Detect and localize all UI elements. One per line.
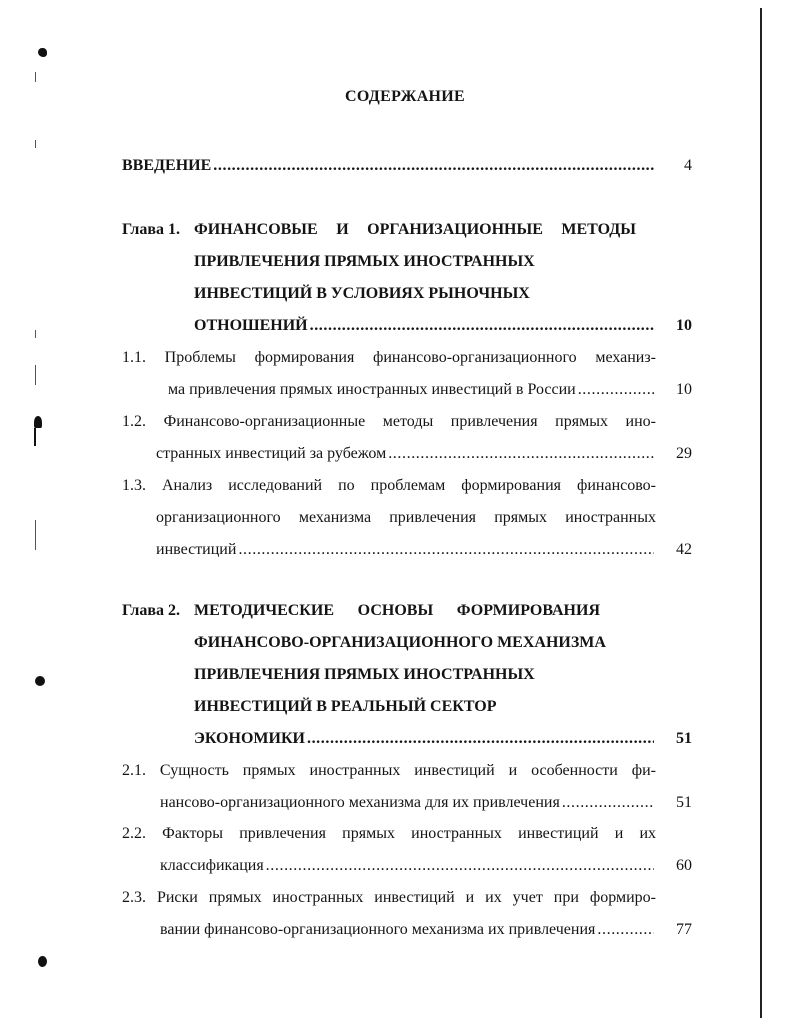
leader-dots xyxy=(310,315,654,337)
punch-hole-mark xyxy=(38,956,47,967)
toc-entry-section-1-1[interactable] xyxy=(168,379,654,401)
toc-section-line: странных инвестиций за рубежом xyxy=(156,445,387,462)
toc-section-line: вании финансово-организационного механизма их привлечения xyxy=(160,921,596,938)
toc-page-number: 10 xyxy=(676,317,692,334)
page-title: СОДЕРЖАНИЕ xyxy=(344,88,466,105)
toc-page-number: 4 xyxy=(684,157,692,174)
chapter-label: Глава 2. xyxy=(122,602,180,619)
leader-dots xyxy=(307,728,654,750)
leader-dots xyxy=(388,443,654,465)
toc-section-line: 2.2. Факторы привлечения прямых иностранных инвестиций и их xyxy=(122,825,656,842)
scan-margin-mark xyxy=(35,520,36,550)
toc-page-number: 51 xyxy=(676,730,692,747)
toc-entry-section-2-1[interactable] xyxy=(160,792,654,814)
toc-section-line: 2.3. Риски прямых иностранных инвестиций и их учет при формиро- xyxy=(122,889,656,906)
toc-section-line: классификация xyxy=(160,857,264,874)
punch-hole-mark xyxy=(38,48,47,57)
toc-entry-section-1-3[interactable] xyxy=(156,539,654,561)
punch-hole-mark xyxy=(34,416,42,428)
toc-entry-chapter-2[interactable] xyxy=(194,728,654,750)
scan-margin-mark xyxy=(35,72,36,82)
chapter-title-line: ЭКОНОМИКИ xyxy=(194,730,305,747)
toc-page-number: 51 xyxy=(676,794,692,811)
leader-dots xyxy=(578,379,654,401)
chapter-label: Глава 1. xyxy=(122,221,180,238)
toc-entry-chapter-1[interactable] xyxy=(194,315,654,337)
leader-dots xyxy=(213,155,654,177)
toc-section-line: организационного механизма привлечения прямых иностранных xyxy=(156,509,656,526)
chapter-title-line: ИНВЕСТИЦИЙ В РЕАЛЬНЫЙ СЕКТОР xyxy=(194,698,497,715)
toc-page-number: 10 xyxy=(676,381,692,398)
toc-section-line: ма привлечения прямых иностранных инвестиций в России xyxy=(168,381,576,398)
chapter-title-line: МЕТОДИЧЕСКИЕ ОСНОВЫ ФОРМИРОВАНИЯ xyxy=(194,602,600,619)
chapter-title-line: ПРИВЛЕЧЕНИЯ ПРЯМЫХ ИНОСТРАННЫХ xyxy=(194,253,535,270)
toc-page-number: 77 xyxy=(676,921,692,938)
scan-edge-line xyxy=(760,8,762,1018)
scan-margin-mark xyxy=(35,365,36,385)
toc-entry-intro[interactable] xyxy=(122,155,654,177)
toc-section-line: инвестиций xyxy=(156,541,237,558)
leader-dots xyxy=(562,792,654,814)
scan-margin-mark xyxy=(35,140,36,148)
toc-section-line: нансово-организационного механизма для их привлечения xyxy=(160,794,560,811)
toc-section-line: 2.1. Сущность прямых иностранных инвестиций и особенности фи- xyxy=(122,762,656,779)
toc-section-line: 1.1. Проблемы формирования финансово-организационного механиз- xyxy=(122,349,656,366)
scan-margin-mark xyxy=(35,330,36,338)
toc-entry-section-1-2[interactable] xyxy=(156,443,654,465)
toc-page-number: 29 xyxy=(676,445,692,462)
toc-entry-section-2-2[interactable] xyxy=(160,855,654,877)
punch-hole-mark xyxy=(34,428,36,446)
chapter-title-line: ФИНАНСОВЫЕ И ОРГАНИЗАЦИОННЫЕ МЕТОДЫ xyxy=(194,221,636,238)
chapter-title-line: ПРИВЛЕЧЕНИЯ ПРЯМЫХ ИНОСТРАННЫХ xyxy=(194,666,535,683)
chapter-title-line: ОТНОШЕНИЙ xyxy=(194,317,308,334)
toc-page-number: 60 xyxy=(676,857,692,874)
leader-dots xyxy=(597,919,654,941)
leader-dots xyxy=(238,539,654,561)
toc-entry-label: ВВЕДЕНИЕ xyxy=(122,157,212,174)
toc-entry-section-2-3[interactable] xyxy=(160,919,654,941)
chapter-title-line: ИНВЕСТИЦИЙ В УСЛОВИЯХ РЫНОЧНЫХ xyxy=(194,285,530,302)
chapter-title-line: ФИНАНСОВО-ОРГАНИЗАЦИОННОГО МЕХАНИЗМА xyxy=(194,634,606,651)
toc-section-line: 1.3. Анализ исследований по проблемам формирования финансово- xyxy=(122,477,656,494)
punch-hole-mark xyxy=(35,676,45,686)
toc-page-number: 42 xyxy=(676,541,692,558)
leader-dots xyxy=(266,855,654,877)
toc-section-line: 1.2. Финансово-организационные методы привлечения прямых ино- xyxy=(122,413,656,430)
